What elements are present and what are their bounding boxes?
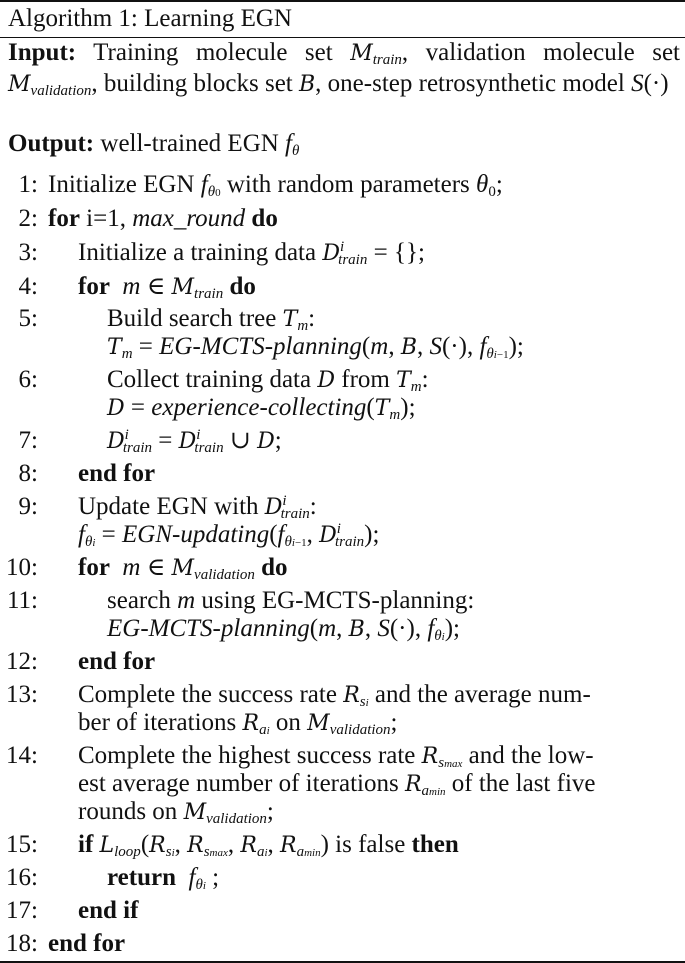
- input-spec: Input: Training molecule set $M_{train}$, validation molecule set $M_{validation}$, building blocks set B, one-step retrosynthetic model S(·): [8, 39, 681, 99]
- line-8: 8: end for: [18, 460, 156, 487]
- line-9-cont: $f_{\theta i}$ = EGN-$updating(f_{\theta i-1}$, $D^i_{train}$);: [78, 521, 380, 550]
- line-13-cont: ber of iterations $R_{ai}$ on $M_{validation}$;: [78, 709, 398, 738]
- line-5: 5: Build search tree $T_m$:: [18, 305, 316, 334]
- line-7: 7: $D^i_{train} = D^i_{train}$ ∪ D;: [18, 427, 282, 456]
- line-15: 15: if $L_{loop}(R_{si}$, $R_{smax}$, $R_{ai}$, $R_{amin}$) is false then: [6, 831, 459, 860]
- line-6-cont: D = experience-$collecting(T_m)$;: [107, 394, 416, 423]
- line-17: 17: end if: [6, 897, 139, 924]
- output-spec: Output: well-trained EGN $f_\theta$: [8, 130, 300, 159]
- line-9: 9: Update EGN with $D^i_{train}$:: [18, 493, 317, 522]
- line-3: 3: Initialize a training data $D^i_{train}$ = {};: [18, 239, 425, 268]
- line-2: 2: for i=1, max_round do: [18, 205, 278, 232]
- line-5-cont: $T_m$ = EG-MCTS-planning(m, B, S(·), $f_{\theta i-1}$);: [107, 333, 524, 362]
- line-14-cont2: rounds on $M_{validation}$;: [78, 798, 274, 827]
- output-label: Output:: [8, 130, 95, 157]
- input-label: Input:: [8, 39, 77, 66]
- line-12: 12: end for: [6, 648, 156, 675]
- line-4: 4: for m ∈ $M_{train}$ do: [18, 273, 256, 302]
- output-text: well-trained EGN: [100, 130, 279, 157]
- line-6: 6: Collect training data D from $T_m$:: [18, 366, 429, 395]
- line-18: 18: end for: [6, 930, 126, 957]
- algorithm-title: Algorithm 1: Learning EGN: [8, 5, 292, 32]
- line-13: 13: Complete the success rate $R_{si}$ and the average num-: [6, 681, 591, 710]
- line-1: 1: Initialize EGN $f_{\theta 0}$ with random parameters $\theta_0$;: [18, 171, 503, 200]
- line-14-cont: est average number of iterations $R_{amin}$ of the last five: [78, 770, 596, 799]
- line-10: 10: for m ∈ $M_{validation}$ do: [6, 554, 288, 583]
- line-11-cont: EG-MCTS-planning(m, B, S(·), $f_{\theta i}$);: [107, 615, 460, 644]
- line-14: 14: Complete the highest success rate $R_{smax}$ and the low-: [6, 742, 594, 771]
- line-11: 11: search m using EG-MCTS-planning:: [6, 587, 475, 614]
- line-16: 16: return $f_{\theta i}$ ;: [6, 864, 220, 893]
